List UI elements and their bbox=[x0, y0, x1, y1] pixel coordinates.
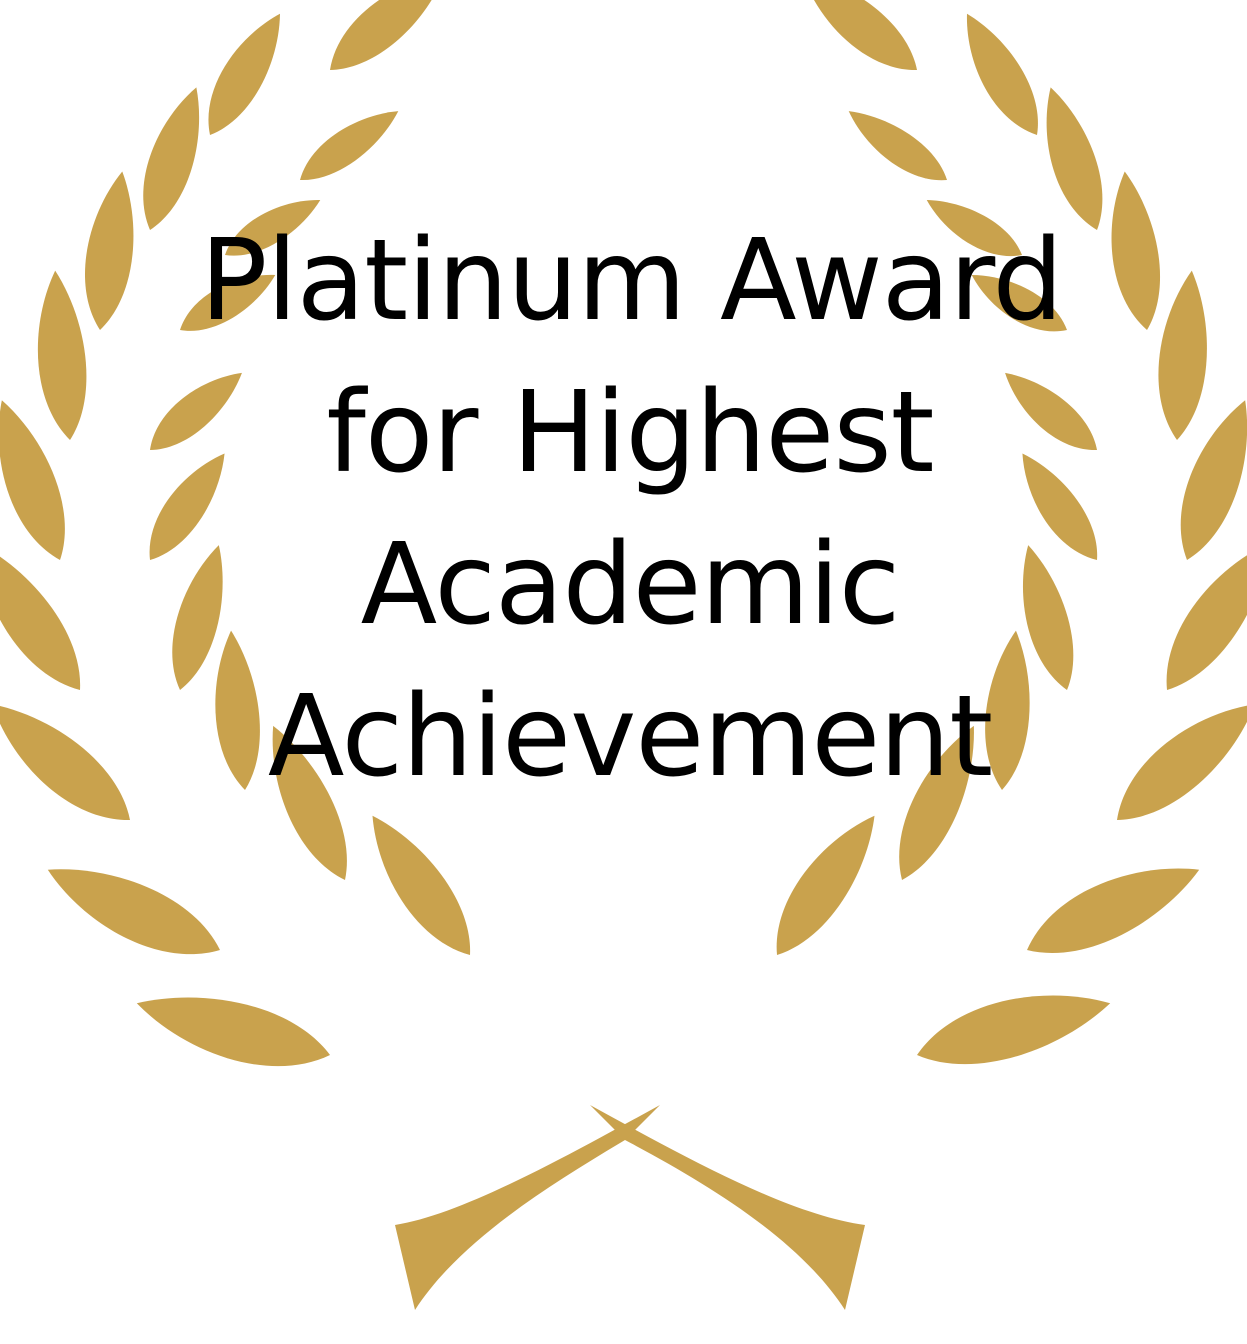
laurel-stem-left bbox=[395, 1105, 660, 1310]
laurel-stem-right bbox=[590, 1105, 865, 1310]
laurel-leaf bbox=[191, 3, 297, 145]
laurel-leaf bbox=[1101, 169, 1169, 334]
laurel-leaf bbox=[352, 803, 488, 969]
laurel-leaf bbox=[315, 0, 458, 86]
laurel-leaf bbox=[76, 168, 144, 333]
laurel-leaf bbox=[0, 529, 100, 705]
laurel-leaf bbox=[1099, 683, 1247, 839]
laurel-leaf bbox=[30, 269, 92, 442]
award-title-line-4: Achievement bbox=[267, 672, 993, 802]
award-title-line-2: for Highest bbox=[326, 368, 934, 498]
laurel-leaf bbox=[0, 685, 146, 841]
laurel-leaf bbox=[1015, 843, 1211, 973]
laurel-leaf bbox=[757, 802, 893, 968]
laurel-leaf bbox=[1145, 527, 1247, 703]
award-title-line-1: Platinum Award bbox=[200, 216, 1063, 346]
laurel-leaf bbox=[909, 974, 1117, 1081]
award-title bbox=[200, 205, 1063, 813]
laurel-leaf bbox=[948, 4, 1054, 146]
laurel-leaf bbox=[290, 97, 407, 193]
laurel-leaf bbox=[787, 0, 930, 87]
laurel-leaf bbox=[839, 98, 956, 194]
award-title-line-3: Academic bbox=[360, 520, 900, 650]
laurel-leaf bbox=[36, 846, 232, 976]
laurel-leaf bbox=[1152, 268, 1214, 441]
laurel-leaf bbox=[129, 977, 337, 1084]
